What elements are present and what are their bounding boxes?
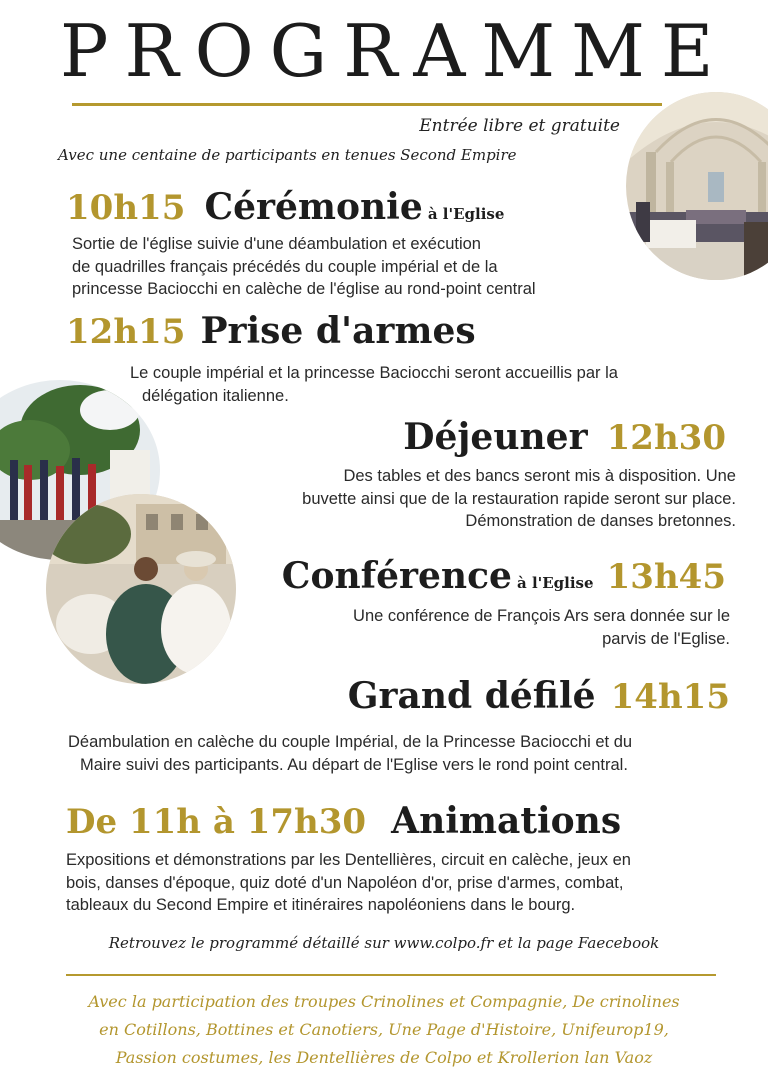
dancers-photo bbox=[46, 494, 236, 684]
conference-location: à l'Eglise bbox=[517, 574, 594, 592]
animations-name: Animations bbox=[391, 800, 622, 842]
description-line: Sortie de l'église suivie d'une déambulation et exécution bbox=[72, 235, 481, 253]
description-line: Expositions et démonstrations par les Dentellières, circuit en calèche, jeux en bbox=[66, 851, 631, 869]
free-entry-text: Entrée libre et gratuite bbox=[419, 116, 620, 136]
prise-heading bbox=[66, 310, 476, 352]
partners-text bbox=[0, 988, 768, 1072]
conference-name: Conférence bbox=[281, 555, 512, 597]
title-divider bbox=[72, 103, 662, 106]
description-line: Déambulation en calèche du couple Impérial, de la Princesse Baciocchi et du bbox=[68, 733, 633, 751]
dejeuner-name: Déjeuner bbox=[403, 416, 588, 458]
ceremonie-description bbox=[72, 233, 536, 301]
partners-line: Passion costumes, les Dentellières de Colpo et Krollerion lan Vaoz bbox=[115, 1048, 653, 1067]
church-interior-photo bbox=[626, 92, 768, 280]
defile-time: 14h15 bbox=[610, 677, 730, 717]
ceremonie-name: Cérémonie bbox=[204, 186, 423, 228]
prise-name: Prise d'armes bbox=[200, 310, 476, 352]
prise-time: 12h15 bbox=[66, 312, 186, 352]
partners-line: Avec la participation des troupes Crinolines et Compagnie, De crinolines bbox=[88, 992, 680, 1011]
description-line: bois, danses d'époque, quiz doté d'un Napoléon d'or, prise d'armes, combat, bbox=[66, 873, 624, 892]
participants-text: Avec une centaine de participants en tenues Second Empire bbox=[58, 146, 517, 164]
description-line: parvis de l'Eglise. bbox=[602, 629, 730, 648]
description-line: de quadrilles français précédés du couple impérial et de la bbox=[72, 257, 498, 276]
description-line: Maire suivi des participants. Au départ de l'Eglise vers le rond point central. bbox=[80, 755, 628, 774]
dejeuner-description bbox=[302, 465, 736, 533]
defile-heading bbox=[348, 675, 730, 717]
description-line: Une conférence de François Ars sera donnée sur le bbox=[353, 607, 730, 625]
description-line: délégation italienne. bbox=[142, 386, 289, 405]
description-line: princesse Baciocchi en calèche de l'église au rond-point central bbox=[72, 280, 536, 298]
conference-time: 13h45 bbox=[606, 557, 726, 597]
conference-heading bbox=[282, 555, 726, 597]
ceremonie-time: 10h15 bbox=[66, 188, 186, 228]
defile-name: Grand défilé bbox=[347, 675, 596, 717]
animations-description bbox=[66, 849, 631, 917]
page-title: PROGRAMME bbox=[60, 9, 730, 93]
description-line: Démonstration de danses bretonnes. bbox=[465, 512, 736, 530]
prise-description bbox=[130, 362, 618, 407]
animations-heading bbox=[66, 800, 621, 842]
ceremonie-location: à l'Eglise bbox=[427, 205, 505, 223]
description-line: Le couple impérial et la princesse Baciocchi seront accueillis par la bbox=[130, 364, 618, 382]
dejeuner-heading bbox=[403, 416, 726, 458]
description-line: tableaux du Second Empire et itinéraires napoléoniens dans le bourg. bbox=[66, 896, 576, 914]
defile-description bbox=[68, 731, 632, 776]
dejeuner-time: 12h30 bbox=[606, 418, 726, 458]
footer-divider bbox=[66, 974, 716, 976]
animations-time: De 11h à 17h30 bbox=[66, 802, 367, 842]
program-link-text: Retrouvez le programmé détaillé sur www.colpo.fr et la page Faecebook bbox=[108, 934, 660, 952]
conference-description bbox=[353, 605, 730, 650]
description-line: Des tables et des bancs seront mis à disposition. Une bbox=[343, 467, 736, 485]
ceremonie-heading bbox=[66, 186, 504, 228]
description-line: buvette ainsi que de la restauration rapide seront sur place. bbox=[302, 489, 736, 508]
partners-line: en Cotillons, Bottines et Canotiers, Une Page d'Histoire, Unifeurop19, bbox=[99, 1020, 669, 1039]
